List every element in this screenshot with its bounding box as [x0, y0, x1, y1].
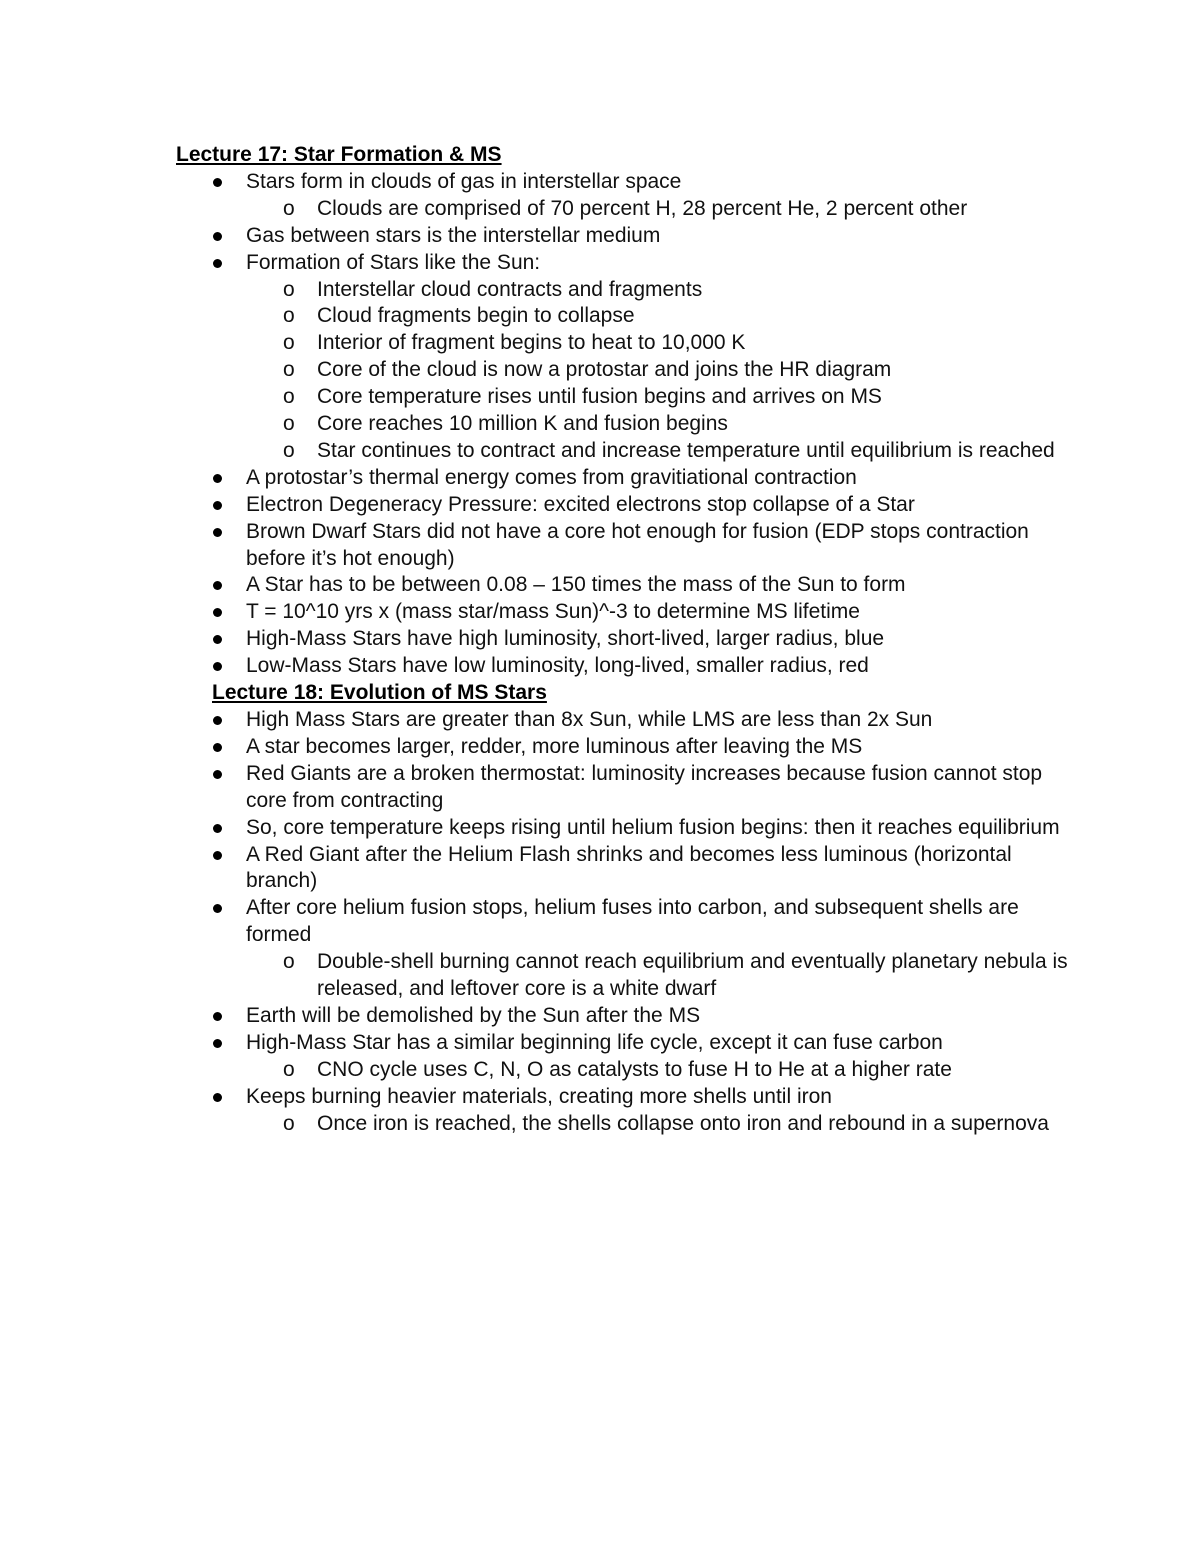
bullet-text: A protostar’s thermal energy comes from gravitiational contraction — [246, 465, 857, 489]
sub-bullet-icon: o — [283, 277, 295, 301]
sub-bullet-text: Core temperature rises until fusion begins and arrives on MS — [317, 385, 882, 409]
bullet-item — [0, 653, 1066, 680]
bullet-text: High Mass Stars are greater than 8x Sun, while LMS are less than 2x Sun — [246, 708, 933, 731]
bullet-text: Formation of Stars like the Sun: — [246, 250, 541, 274]
bullet-text: Keeps burning heavier materials, creating more shells until iron — [246, 1084, 832, 1108]
sub-bullet-text: Interstellar cloud contracts and fragments — [317, 277, 703, 301]
sub-bullet-text: Star continues to contract and increase temperature until equilibrium is reached — [317, 438, 1055, 462]
notes-content — [0, 142, 1200, 1138]
bullet-icon — [213, 474, 222, 483]
sub-bullet-text: Once iron is reached, the shells collapse onto iron and rebound in a supernova — [317, 1111, 1049, 1135]
bullet-text: Brown Dwarf Stars did not have a core hot enough for fusion (EDP stops contraction before it’s hot enough) — [246, 519, 1029, 570]
bullet-text: A Star has to be between 0.08 – 150 times the mass of the Sun to form — [246, 573, 906, 597]
sub-bullet-item — [0, 277, 1077, 304]
bullet-icon — [213, 1093, 222, 1102]
sub-bullet-text: Clouds are comprised of 70 percent H, 28 percent He, 2 percent other — [317, 196, 968, 220]
sub-bullet-text: Cloud fragments begin to collapse — [317, 304, 635, 328]
bullet-text: So, core temperature keeps rising until helium fusion begins: then it reaches equilibrium — [246, 815, 1060, 839]
bullet-icon — [213, 581, 222, 590]
sub-bullet-icon: o — [283, 358, 295, 382]
bullet-item — [0, 707, 1066, 734]
section-heading: Lecture 17: Star Formation & MS — [176, 143, 502, 166]
bullet-item — [0, 572, 1066, 599]
bullet-text: A Red Giant after the Helium Flash shrinks and becomes less luminous (horizontal branch) — [246, 842, 1012, 893]
bullet-icon — [213, 232, 222, 241]
bullet-item — [0, 734, 1066, 761]
bullet-item — [0, 815, 1066, 842]
section-heading: Lecture 18: Evolution of MS Stars — [212, 681, 547, 705]
sub-bullet-icon: o — [283, 1057, 295, 1081]
bullet-icon — [213, 662, 222, 671]
bullet-item — [0, 626, 1066, 653]
bullet-item — [0, 842, 1066, 896]
sub-bullet-icon: o — [283, 438, 295, 462]
bullet-icon — [213, 743, 222, 752]
sub-bullet-item — [0, 384, 1077, 411]
bullet-item — [0, 1084, 1066, 1111]
sub-bullet-text: Double-shell burning cannot reach equilibrium and eventually planetary nebula is released, and leftover core is a white dwarf — [317, 950, 1068, 1001]
sub-bullet-icon: o — [283, 385, 295, 409]
sub-bullet-item — [0, 411, 1077, 438]
bullet-text: Stars form in clouds of gas in interstellar space — [246, 169, 682, 193]
sub-bullet-item — [0, 330, 1077, 357]
bullet-icon — [213, 1039, 222, 1048]
bullet-item — [0, 761, 1066, 815]
bullet-item — [0, 519, 1066, 573]
bullet-text: T = 10^10 yrs x (mass star/mass Sun)^-3 to determine MS lifetime — [246, 600, 860, 624]
bullet-icon — [213, 178, 222, 187]
bullet-icon — [213, 851, 222, 860]
sub-bullet-icon: o — [283, 196, 295, 220]
bullet-item — [0, 169, 1066, 196]
bullet-item — [0, 465, 1066, 492]
bullet-text: High-Mass Stars have high luminosity, short-lived, larger radius, blue — [246, 627, 885, 651]
sub-bullet-item — [0, 1111, 1077, 1138]
sub-bullet-item — [0, 438, 1077, 465]
sub-bullet-item — [0, 1057, 1077, 1084]
bullet-text: Earth will be demolished by the Sun after the MS — [246, 1003, 701, 1027]
sub-bullet-icon: o — [283, 304, 295, 328]
bullet-item — [0, 895, 1066, 949]
bullet-icon — [213, 904, 222, 913]
bullet-icon — [213, 824, 222, 833]
bullet-text: After core helium fusion stops, helium fuses into carbon, and subsequent shells are formed — [246, 896, 1019, 947]
bullet-text: Electron Degeneracy Pressure: excited electrons stop collapse of a Star — [246, 492, 915, 516]
bullet-text: A star becomes larger, redder, more luminous after leaving the MS — [246, 734, 863, 758]
bullet-text: High-Mass Star has a similar beginning life cycle, except it can fuse carbon — [246, 1030, 943, 1054]
bullet-text: Low-Mass Stars have low luminosity, long-lived, smaller radius, red — [246, 654, 869, 678]
bullet-icon — [213, 608, 222, 617]
sub-bullet-icon: o — [283, 331, 295, 355]
sub-bullet-icon: o — [283, 412, 295, 436]
bullet-text: Gas between stars is the interstellar medium — [246, 223, 661, 247]
sub-bullet-item — [0, 949, 1077, 1003]
sub-bullet-item — [0, 303, 1077, 330]
bullet-item — [0, 1030, 1066, 1057]
bullet-item — [0, 1003, 1066, 1030]
bullet-item — [0, 492, 1066, 519]
bullet-icon — [213, 770, 222, 779]
bullet-item — [0, 250, 1066, 277]
bullet-icon — [213, 716, 222, 725]
sub-bullet-icon: o — [283, 1111, 295, 1135]
bullet-icon — [213, 259, 222, 268]
bullet-icon — [213, 501, 222, 510]
bullet-icon — [213, 635, 222, 644]
sub-bullet-text: Core reaches 10 million K and fusion begins — [317, 412, 728, 436]
sub-bullet-item — [0, 196, 1077, 223]
bullet-item — [0, 223, 1066, 250]
sub-bullet-text: Core of the cloud is now a protostar and joins the HR diagram — [317, 358, 892, 382]
sub-bullet-text: Interior of fragment begins to heat to 10,000 K — [317, 331, 746, 355]
bullet-item — [0, 599, 1066, 626]
sub-bullet-text: CNO cycle uses C, N, O as catalysts to fuse H to He at a higher rate — [317, 1057, 952, 1081]
bullet-icon — [213, 528, 222, 537]
sub-bullet-icon: o — [283, 950, 295, 974]
bullet-icon — [213, 1012, 222, 1021]
sub-bullet-item — [0, 357, 1077, 384]
bullet-text: Red Giants are a broken thermostat: luminosity increases because fusion cannot stop core from contracting — [246, 761, 1043, 812]
